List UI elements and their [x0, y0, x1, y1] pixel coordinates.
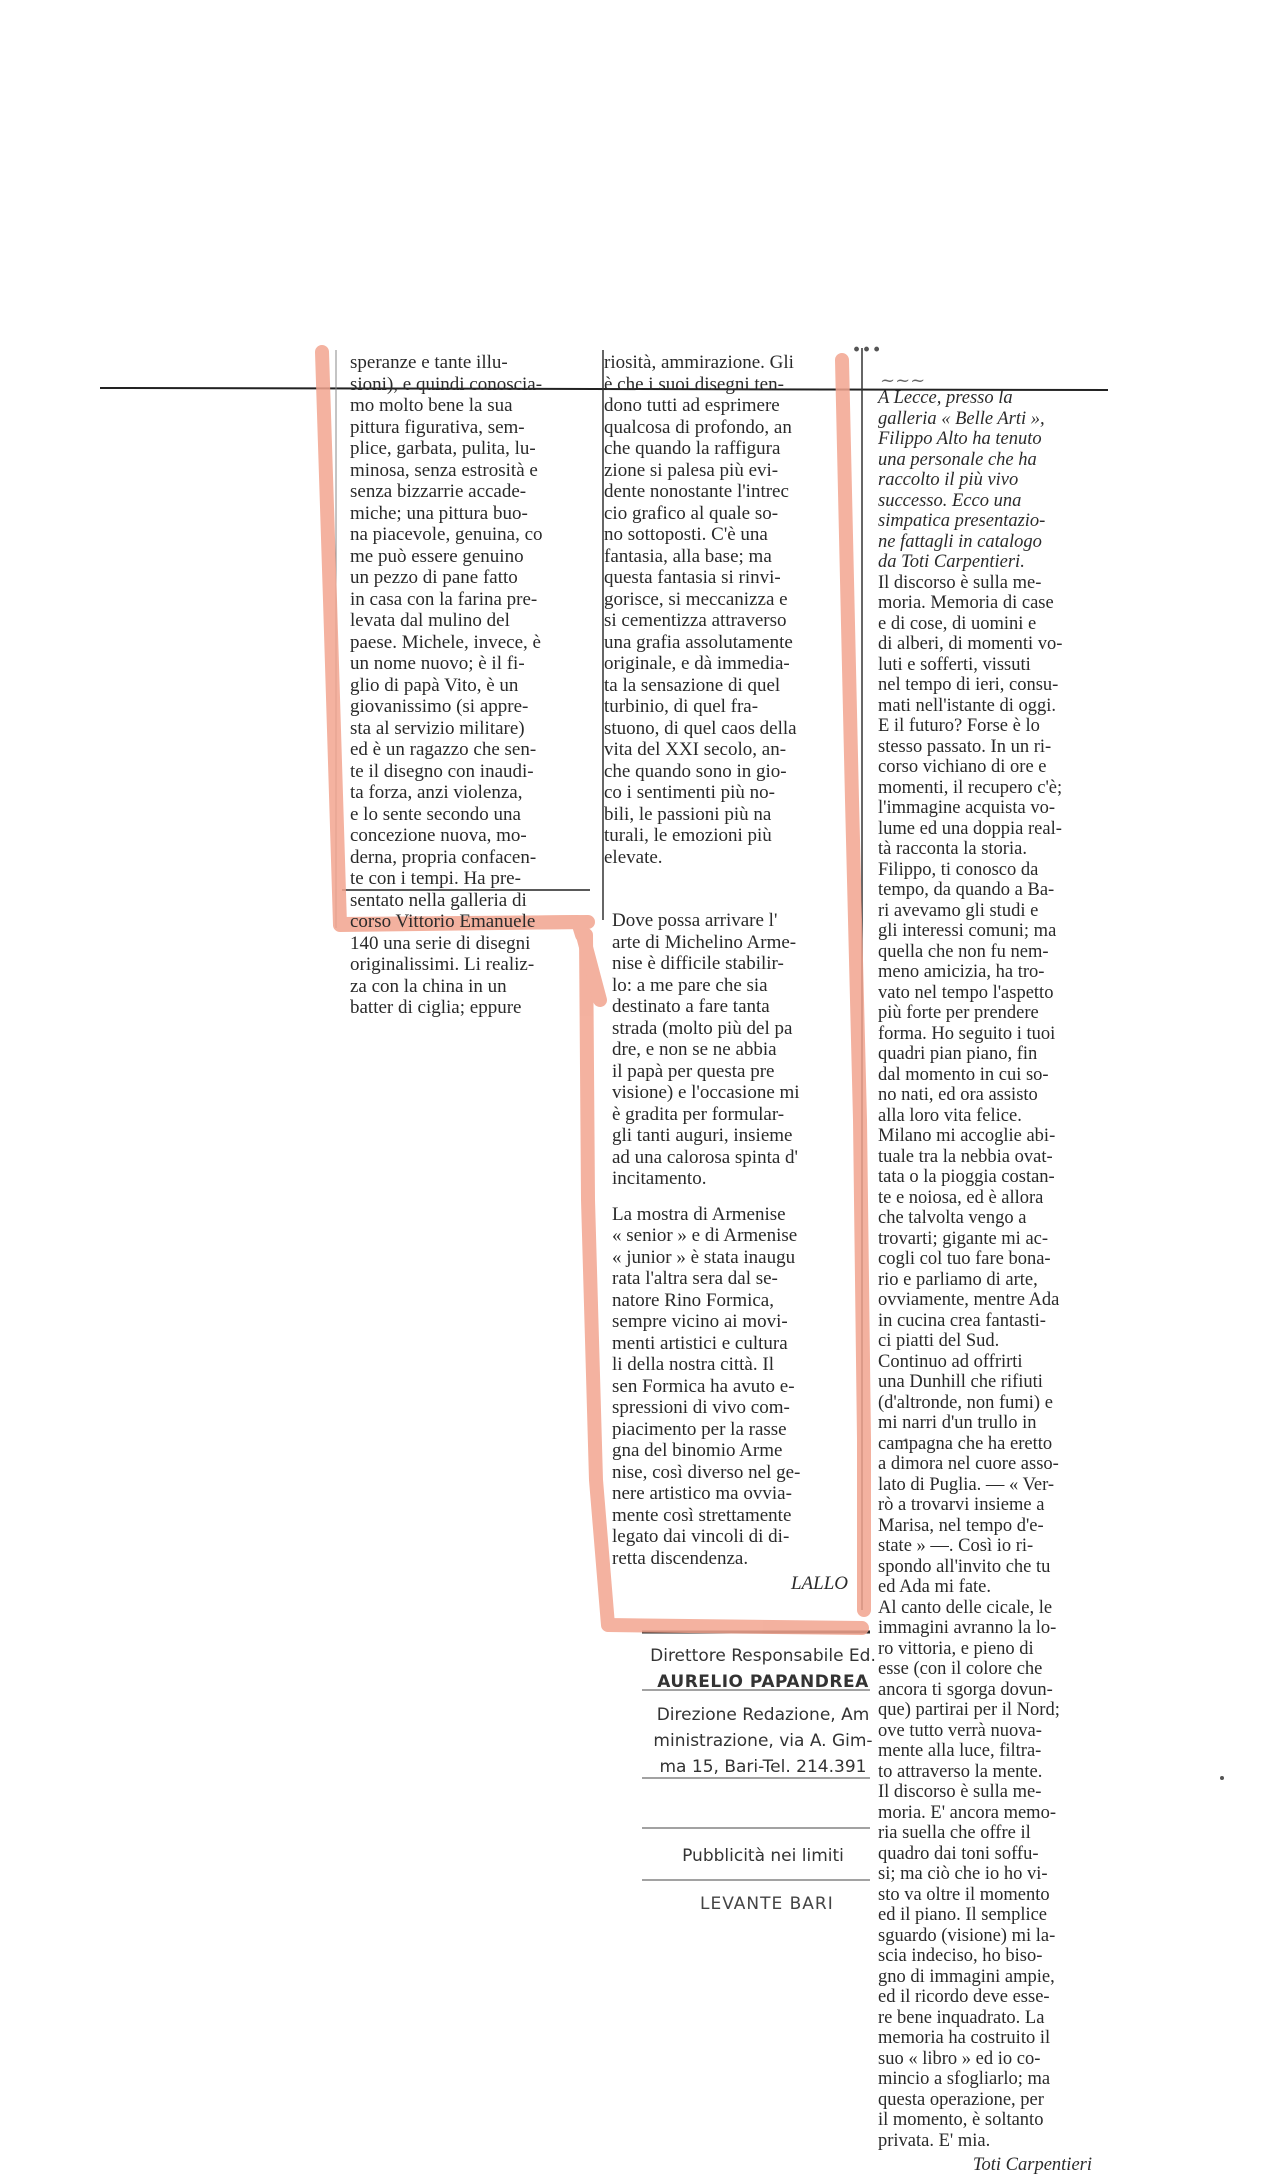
text-line: ci piatti del Sud.: [878, 1331, 1000, 1351]
text-line: tuale tra la nebbia ovat-: [878, 1146, 1053, 1167]
paragraph-exhibition: [612, 1204, 860, 1570]
text-line: mincio a sfogliarlo; ma: [878, 2069, 1051, 2089]
text-line: vato nel tempo l'aspetto: [878, 982, 1054, 1003]
text-line: incitamento.: [612, 1168, 707, 1189]
text-line: di alberi, di momenti vo-: [878, 634, 1063, 654]
text-line: te e noiosa, ed è allora: [878, 1187, 1044, 1208]
text-line: glio di papà Vito, è un: [350, 674, 519, 696]
text-line: e di cose, di uomini e: [878, 613, 1037, 634]
text-line: state » —. Così io ri-: [878, 1536, 1034, 1556]
text-line: strada (molto più del pa: [612, 1017, 793, 1039]
masthead-address: [638, 1702, 888, 1780]
signature-carpentieri: Toti Carpentieri: [972, 2155, 1092, 2175]
text-line: questa fantasia si rinvi-: [604, 567, 781, 588]
text-line: una grafia assolutamente: [604, 631, 793, 653]
text-line: « junior » è stata inaugu: [612, 1246, 796, 1268]
text-line: miche; una pittura buo-: [350, 502, 528, 524]
text-line: immagini avranno la lo-: [878, 1618, 1057, 1638]
text-line: che quando la raffigura: [604, 438, 781, 459]
masthead-role: Direttore Responsabile Ed.: [650, 1646, 876, 1666]
text-line: questa operazione, per: [878, 2089, 1044, 2110]
signature-lallo: LALLO: [790, 1573, 848, 1594]
text-line: forma. Ho seguito i tuoi: [878, 1023, 1056, 1044]
text-line: cogli col tuo fare bona-: [878, 1249, 1051, 1269]
cut-heading-fragment: ...: [852, 328, 883, 358]
text-line: Marisa, nel tempo d'e-: [878, 1515, 1044, 1536]
text-line: trovarti; gigante mi ac-: [878, 1228, 1049, 1249]
text-line: zione si palesa più evi-: [604, 459, 779, 481]
text-line: lato di Puglia. — « Ver-: [878, 1474, 1055, 1495]
text-line: Il discorso è sulla me-: [878, 1782, 1042, 1802]
text-line: stesso passato. In un ri-: [878, 736, 1052, 757]
text-line: ovviamente, mentre Ada: [878, 1290, 1060, 1310]
text-line: successo. Ecco una: [878, 490, 1022, 511]
text-line: levata dal mulino del: [350, 610, 510, 631]
address-line: Direzione Redazione, Am: [656, 1705, 870, 1725]
column-middle-bottom: [612, 910, 860, 1595]
text-line: ta la sensazione di quel: [604, 674, 781, 696]
text-line: in casa con la farina pre-: [350, 588, 538, 610]
text-line: ed il ricordo deve esse-: [878, 1987, 1050, 2007]
text-line: stuono, di quel caos della: [604, 717, 797, 739]
text-line: (d'altronde, non fumi) e: [878, 1392, 1053, 1413]
text-line: qualcosa di profondo, an: [604, 416, 792, 438]
text-line: ed è un ragazzo che sen-: [350, 739, 537, 760]
text-line: sentato nella galleria di: [350, 889, 527, 911]
text-line: il momento, è soltanto: [878, 2110, 1044, 2130]
text-line: privata. E' mia.: [878, 2130, 991, 2151]
masthead-name: AURELIO PAPANDREA: [657, 1672, 869, 1692]
text-line: minosa, senza estrosità e: [350, 459, 538, 481]
text-line: ta forza, anzi violenza,: [350, 782, 523, 803]
text-line: co i sentimenti più no-: [604, 782, 775, 803]
text-line: mente alla luce, filtra-: [878, 1741, 1042, 1761]
article-intro: [878, 388, 1122, 573]
text-line: è gradita per formular-: [612, 1103, 785, 1125]
text-line: piacimento per la rasse: [612, 1418, 787, 1440]
text-line: in cucina crea fantasti-: [878, 1310, 1046, 1331]
text-line: riosità, ammirazione. Gli: [604, 352, 794, 373]
text-line: galleria « Belle Arti »,: [878, 408, 1045, 429]
text-line: scia indeciso, ho biso-: [878, 1946, 1043, 1966]
text-line: A Lecce, presso la: [878, 388, 1013, 408]
text-line: quella che non fu nem-: [878, 941, 1049, 962]
text-line: speranze e tante illu-: [350, 352, 508, 373]
text-line: mi narri d'un trullo in: [878, 1413, 1037, 1433]
paragraph-armenise-future: [612, 910, 860, 1190]
text-line: za con la china in un: [350, 975, 507, 997]
text-line: ove tutto verrà nuova-: [878, 1720, 1042, 1741]
text-line: Milano mi accoglie abi-: [878, 1126, 1056, 1146]
text-line: da Toti Carpentieri.: [878, 552, 1025, 572]
text-line: Filippo, ti conosco da: [878, 859, 1039, 880]
text-line: un pezzo di pane fatto: [350, 567, 518, 588]
text-line: memoria ha costruito il: [878, 2028, 1051, 2048]
text-line: destinato a fare tanta: [612, 996, 770, 1017]
text-line: vita del XXI secolo, an-: [604, 739, 787, 760]
text-line: paese. Michele, invece, è: [350, 631, 541, 653]
column-left: [350, 352, 596, 1019]
text-line: no nati, ed ora assisto: [878, 1085, 1038, 1105]
text-line: meno amicizia, ha tro-: [878, 962, 1045, 982]
text-line: ne fattagli in catalogo: [878, 531, 1042, 552]
text-line: Filippo Alto ha tenuto: [878, 429, 1042, 449]
text-line: originale, e dà immedia-: [604, 653, 790, 674]
text-line: alla loro vita felice.: [878, 1105, 1022, 1126]
text-line: si cementizza attraverso: [604, 610, 787, 631]
text-line: un nome nuovo; è il fi-: [350, 653, 525, 674]
text-line: dente nonostante l'intrec: [604, 481, 789, 502]
text-line: cio grafico al quale so-: [604, 502, 779, 524]
text-line: to attraverso la mente.: [878, 1761, 1043, 1782]
text-line: corso vichiano di ore e: [878, 757, 1047, 777]
text-line: batter di ciglia; eppure: [350, 997, 522, 1018]
text-line: legato dai vincoli di di-: [612, 1526, 790, 1547]
address-line: ministrazione, via A. Gim-: [653, 1731, 873, 1751]
text-line: que) partirai per il Nord;: [878, 1700, 1060, 1720]
text-line: momenti, il recupero c'è;: [878, 777, 1063, 798]
text-line: nere artistico ma ovvia-: [612, 1483, 792, 1504]
ornament-glyph: ~~~: [880, 370, 926, 391]
text-line: moria. Memoria di case: [878, 593, 1054, 613]
text-line: sta al servizio militare): [350, 717, 525, 739]
text-line: lo: a me pare che sia: [612, 974, 768, 996]
text-line: raccolto il più vivo: [878, 470, 1019, 490]
text-line: corso Vittorio Emanuele: [350, 911, 536, 932]
text-line: menti artistici e cultura: [612, 1332, 788, 1354]
text-line: senza bizzarrie accade-: [350, 481, 527, 502]
text-line: suo « libro » ed io co-: [878, 2048, 1041, 2069]
text-line: gli tanti auguri, insieme: [612, 1125, 793, 1146]
column-right: [878, 388, 1122, 2176]
text-line: me può essere genuino: [350, 545, 524, 567]
text-line: tempo, da quando a Ba-: [878, 880, 1055, 900]
text-line: una Dunhill che rifiuti: [878, 1372, 1043, 1392]
text-line: mo molto bene la sua: [350, 395, 513, 416]
text-line: luti e sofferti, vissuti: [878, 654, 1031, 675]
column-middle-top: [604, 352, 852, 868]
text-line: rata l'altra sera dal se-: [612, 1268, 778, 1289]
text-line: quadro dai toni soffu-: [878, 1843, 1039, 1864]
text-line: è che i suoi disegni ten-: [604, 373, 784, 395]
text-line: na piacevole, genuina, co: [350, 524, 543, 545]
address-line: ma 15, Bari-Tel. 214.391: [659, 1757, 867, 1777]
text-line: ri avevamo gli studi e: [878, 900, 1039, 921]
text-line: campagna che ha eretto: [878, 1433, 1053, 1454]
text-line: gorisce, si meccanizza e: [604, 588, 788, 610]
text-line: mente così strettamente: [612, 1504, 792, 1526]
text-line: te il disegno con inaudi-: [350, 760, 534, 782]
text-line: « senior » e di Armenise: [612, 1225, 798, 1246]
text-line: a dimora nel cuore asso-: [878, 1454, 1059, 1474]
text-line: retta discendenza.: [612, 1547, 749, 1569]
text-line: turbinio, di quel fra-: [604, 696, 759, 717]
text-line: arte di Michelino Arme-: [612, 931, 797, 953]
text-line: ed il piano. Il semplice: [878, 1905, 1048, 1925]
text-line: quadri pian piano, fin: [878, 1044, 1038, 1064]
text-line: bili, le passioni più na: [604, 803, 772, 825]
text-line: che talvolta vengo a: [878, 1208, 1027, 1228]
text-line: tà racconta la storia.: [878, 839, 1027, 859]
text-line: sto va oltre il momento: [878, 1884, 1050, 1905]
text-line: dono tutti ad esprimere: [604, 395, 780, 416]
text-line: La mostra di Armenise: [612, 1203, 786, 1225]
text-line: simpatica presentazio-: [878, 511, 1046, 531]
text-line: spressioni di vivo com-: [612, 1397, 790, 1418]
text-line: spondo all'invito che tu: [878, 1556, 1051, 1577]
text-line: concezione nuova, mo-: [350, 825, 527, 846]
text-line: li della nostra città. Il: [612, 1354, 774, 1375]
text-line: dre, e non se ne abbia: [612, 1039, 777, 1060]
text-line: plice, garbata, pulita, lu-: [350, 438, 536, 459]
text-line: il papà per questa pre: [612, 1060, 775, 1082]
text-line: nise, così diverso nel ge-: [612, 1461, 801, 1483]
text-line: più forte per prendere: [878, 1003, 1039, 1023]
text-line: moria. E' ancora memo-: [878, 1802, 1056, 1823]
text-line: nise è difficile stabilir-: [612, 953, 784, 974]
text-line: Dove possa arrivare l': [612, 910, 778, 931]
text-line: sguardo (visione) mi la-: [878, 1925, 1056, 1946]
text-line: nel tempo di ieri, consu-: [878, 675, 1059, 695]
text-line: ancora ti sgorga dovun-: [878, 1679, 1053, 1700]
text-line: esse (con il colore che: [878, 1659, 1043, 1679]
text-line: gna del binomio Arme: [612, 1440, 783, 1461]
text-line: rio e parliamo di arte,: [878, 1269, 1038, 1290]
text-line: che quando sono in gio-: [604, 760, 787, 782]
text-line: gli interessi comuni; ma: [878, 921, 1057, 941]
text-line: te con i tempi. Ha pre-: [350, 868, 521, 889]
text-line: visione) e l'occasione mi: [612, 1082, 800, 1103]
text-line: E il futuro? Forse è lo: [878, 716, 1040, 736]
text-line: no sottoposti. C'è una: [604, 524, 768, 545]
text-line: pittura figurativa, sem-: [350, 416, 525, 438]
text-line: originalissimi. Li realiz-: [350, 954, 535, 975]
article-body: [878, 573, 1122, 2152]
text-line: mati nell'istante di oggi.: [878, 695, 1057, 716]
text-line: sen Formica ha avuto e-: [612, 1375, 795, 1397]
masthead-ads: Pubblicità nei limiti: [682, 1846, 844, 1866]
text-line: derna, propria confacen-: [350, 846, 537, 868]
text-line: 140 una serie di disegni: [350, 932, 531, 954]
text-line: giovanissimo (si appre-: [350, 696, 529, 717]
text-line: ria suella che offre il: [878, 1823, 1031, 1843]
text-line: una personale che ha: [878, 449, 1037, 470]
text-line: ro vittoria, e pieno di: [878, 1638, 1034, 1659]
text-line: si; ma ciò che io ho vi-: [878, 1864, 1048, 1884]
text-line: rò a trovarvi insieme a: [878, 1495, 1045, 1515]
text-line: fantasia, alla base; ma: [604, 545, 772, 567]
text-line: sempre vicino ai movi-: [612, 1311, 788, 1332]
newspaper-footer: LEVANTE BARI: [700, 1894, 834, 1914]
text-line: gno di immagini ampie,: [878, 1966, 1055, 1987]
text-line: natore Rino Formica,: [612, 1289, 774, 1311]
text-line: ad una calorosa spinta d': [612, 1146, 798, 1168]
text-line: elevate.: [604, 846, 663, 868]
text-line: dal momento in cui so-: [878, 1064, 1049, 1085]
text-line: l'immagine acquista vo-: [878, 798, 1055, 818]
text-line: turali, le emozioni più: [604, 825, 772, 846]
text-line: sioni), e quindi conoscia-: [350, 373, 543, 395]
text-line: Il discorso è sulla me-: [878, 572, 1042, 593]
text-line: tata o la pioggia costan-: [878, 1167, 1055, 1187]
text-line: ed Ada mi fate.: [878, 1577, 992, 1597]
text-line: lume ed una doppia real-: [878, 818, 1062, 839]
text-line: re bene inquadrato. La: [878, 2007, 1045, 2028]
text-line: Al canto delle cicale, le: [878, 1597, 1053, 1618]
text-line: e lo sente secondo una: [350, 803, 521, 825]
text-line: Continuo ad offrirti: [878, 1351, 1023, 1372]
